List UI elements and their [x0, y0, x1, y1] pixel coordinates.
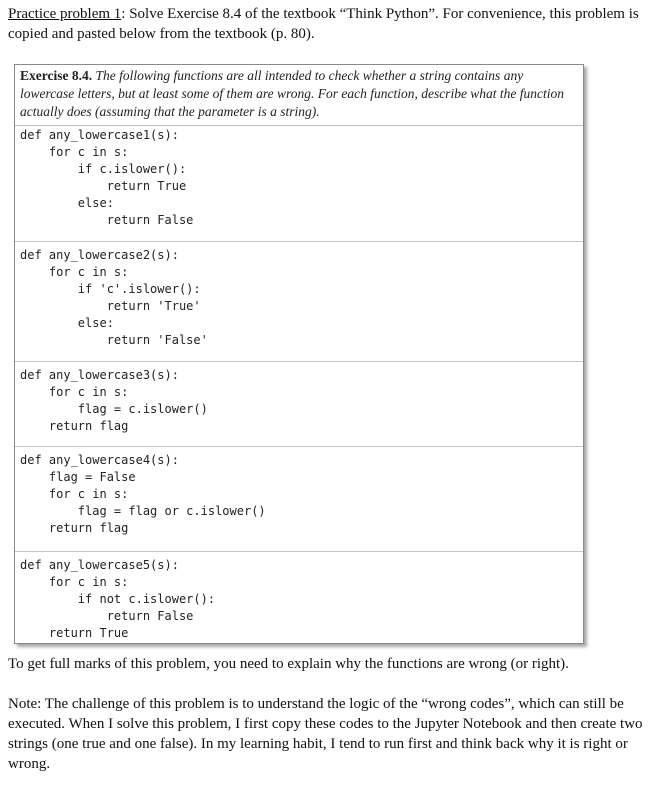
code-line: for c in s:	[20, 145, 129, 159]
code-separator	[15, 361, 583, 362]
code-separator	[15, 551, 583, 552]
code-line: for c in s:	[20, 487, 129, 501]
code-line: return flag	[20, 521, 129, 535]
problem-label: Practice problem 1	[8, 6, 122, 22]
code-line: for c in s:	[20, 575, 129, 589]
code-line: else:	[20, 196, 114, 210]
exercise-header	[15, 65, 583, 126]
code-line: if not c.islower():	[20, 592, 216, 606]
exercise-label: Exercise 8.4.	[20, 68, 93, 83]
code-separator	[15, 241, 583, 242]
code-line: if c.islower():	[20, 162, 187, 176]
code-line: return flag	[20, 419, 129, 433]
code-separator	[15, 446, 583, 447]
intro-paragraph	[8, 4, 648, 44]
code-line: return False	[20, 213, 194, 227]
challenge-note: Note: The challenge of this problem is to understand the logic of the “wrong codes”, which can still be executed. When I solve this problem, I first copy these codes to the Jupyter Notebook and then create two strings (one true and one false). In my learning habit, I tend to run first and think back why it is right or wrong.	[8, 696, 643, 772]
code-line: def any_lowercase2(s):	[20, 248, 179, 262]
code-line: return 'False'	[20, 333, 208, 347]
code-line: def any_lowercase4(s):	[20, 453, 179, 467]
exercise-text: The following functions are all intended to check whether a string contains any lowercase letters, but at least some of them are wrong. For each function, describe what the function actually does (assuming that the parameter is a string).	[20, 68, 565, 119]
code-line: def any_lowercase1(s):	[20, 128, 179, 142]
code-line: return True	[20, 179, 187, 193]
code-line: else:	[20, 316, 114, 330]
exercise-box	[14, 64, 584, 644]
code-line: for c in s:	[20, 385, 129, 399]
closing-notes	[8, 654, 648, 794]
code-line: return 'True'	[20, 299, 201, 313]
code-line: if 'c'.islower():	[20, 282, 201, 296]
code-line: flag = c.islower()	[20, 402, 208, 416]
code-line: def any_lowercase3(s):	[20, 368, 179, 382]
code-line: return True	[20, 626, 129, 640]
marks-note: To get full marks of this problem, you need to explain why the functions are wrong (or right).	[8, 656, 569, 672]
intro-text: : Solve Exercise 8.4 of the textbook “Think Python”. For convenience, this problem is copied and pasted below from the textbook (p. 80).	[8, 6, 639, 42]
code-line: flag = False	[20, 470, 136, 484]
code-line: flag = flag or c.islower()	[20, 504, 266, 518]
code-line: return False	[20, 609, 194, 623]
code-line: for c in s:	[20, 265, 129, 279]
code-line: def any_lowercase5(s):	[20, 558, 179, 572]
